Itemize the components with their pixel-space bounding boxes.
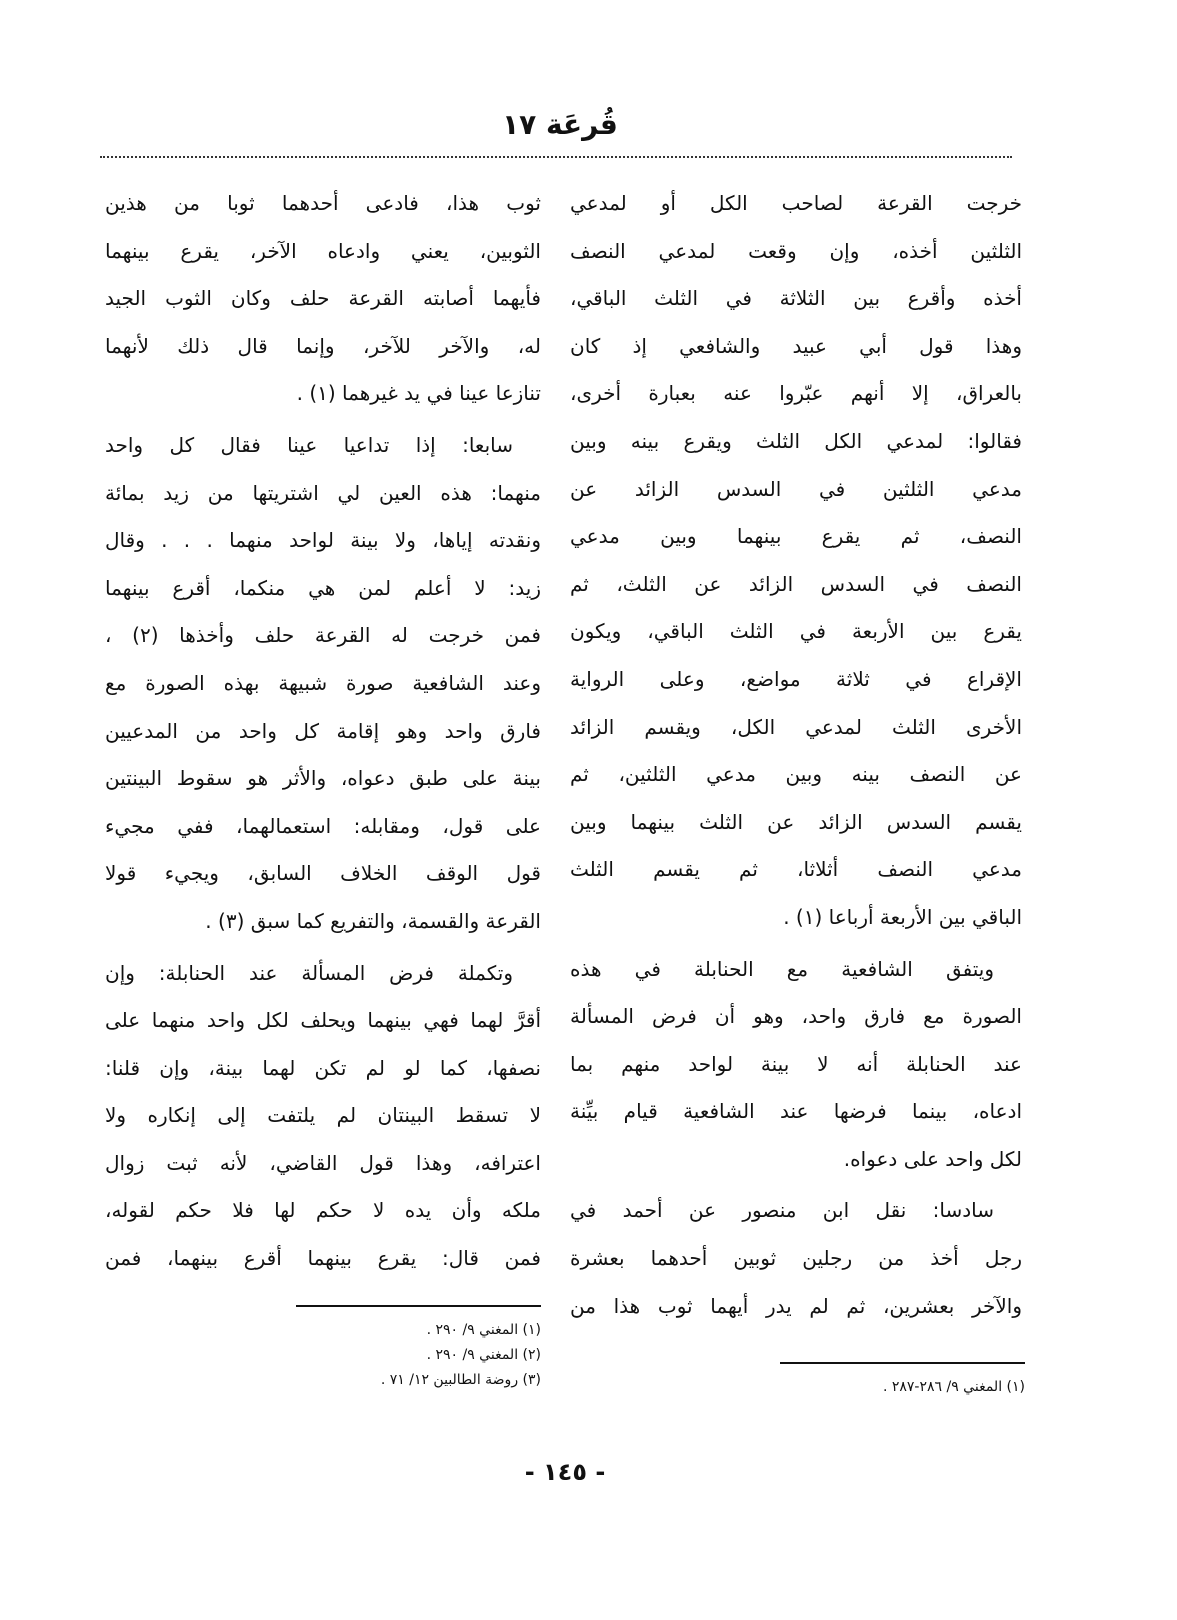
text-line: والآخر بعشرين، ثم لم يدر أيهما ثوب هذا من	[570, 1293, 1022, 1318]
left-text-column	[105, 180, 541, 1287]
text-line: ونقدته إياها، ولا بينة لواحد منهما . . . وقال	[105, 528, 541, 553]
text-line: بالعراق، إلا أنهم عبّروا عنه بعبارة أخرى،	[570, 381, 1022, 406]
footnotes-left	[296, 1318, 541, 1393]
text-line: يقسم السدس الزائد عن الثلث بينهما وبين	[570, 809, 1022, 834]
text-line: لا تسقط البينتان لم يلتفت إلى إنكاره ولا	[105, 1103, 541, 1128]
footnote: (١) المغني ٩/ ٢٩٠ .	[426, 1322, 541, 1338]
text-line: وتكملة فرض المسألة عند الحنابلة: وإن	[105, 960, 513, 985]
text-line: تنازعا عينا في يد غيرهما (١) .	[296, 381, 541, 406]
paragraph	[570, 1187, 1022, 1330]
text-line: لكل واحد على دعواه.	[843, 1146, 1022, 1171]
text-line: مدعي النصف أثلاثا، ثم يقسم الثلث	[570, 857, 1022, 882]
text-line: عند الحنابلة أنه لا بينة لواحد منهم بما	[570, 1051, 1022, 1076]
right-text-column	[570, 180, 1022, 1334]
text-line: فارق واحد وهو إقامة كل واحد من المدعيين	[105, 718, 541, 743]
footnote: (٣) روضة الطالبين ١٢/ ٧١ .	[380, 1372, 541, 1388]
text-line: فمن خرجت له القرعة حلف وأخذها (٢) ،	[105, 623, 541, 648]
footnote-divider-right	[780, 1362, 1025, 1364]
text-line: قول الوقف الخلاف السابق، ويجيء قولا	[105, 861, 541, 886]
text-line: ادعاه، بينما فرضها عند الشافعية قيام بيِّنة	[570, 1099, 1022, 1124]
text-line: النصف، ثم يقرع بينهما وبين مدعي	[570, 524, 1022, 549]
text-line: اعترافه، وهذا قول القاضي، لأنه ثبت زوال	[105, 1150, 541, 1175]
text-line: الباقي بين الأربعة أرباعا (١) .	[783, 904, 1022, 929]
paragraph	[105, 950, 541, 1283]
text-line: له، والآخر للآخر، وإنما قال ذلك لأنهما	[105, 333, 541, 358]
text-line: عن النصف بينه وبين مدعي الثلثين، ثم	[570, 762, 1022, 787]
text-line: نصفها، كما لو لم تكن لهما بينة، وإن قلنا:	[105, 1055, 541, 1080]
text-line: بينة على طبق دعواه، والأثر هو سقوط البينتين	[105, 766, 541, 791]
paragraph	[570, 946, 1022, 1184]
text-line: خرجت القرعة لصاحب الكل أو لمدعي	[570, 191, 1022, 215]
text-line: النصف في السدس الزائد عن الثلث، ثم	[570, 571, 1022, 596]
text-line: يقرع بين الأربعة في الثلث الباقي، ويكون	[570, 619, 1022, 644]
running-header: قُرعَة ١٧	[502, 108, 618, 141]
paragraph	[570, 180, 1022, 942]
footnote: (٢) المغني ٩/ ٢٩٠ .	[426, 1347, 541, 1363]
text-line: ثوب هذا، فادعى أحدهما ثوبا من هذين	[105, 191, 541, 215]
text-line: الثوبين، يعني وادعاه الآخر، يقرع بينهما	[105, 238, 541, 263]
page-number: - ١٤٥ -	[524, 1458, 606, 1486]
text-line: وعند الشافعية صورة شبيهة بهذه الصورة مع	[105, 670, 541, 695]
text-line: الإقراع في ثلاثة مواضع، وعلى الرواية	[570, 666, 1022, 691]
text-line: سابعا: إذا تداعيا عينا فقال كل واحد	[105, 432, 513, 457]
paragraph	[105, 180, 541, 418]
text-line: فأيهما أصابته القرعة حلف وكان الثوب الجيد	[105, 286, 541, 311]
text-line: مدعي الثلثين في السدس الزائد عن	[570, 476, 1022, 501]
text-line: الثلثين أخذه، وإن وقعت لمدعي النصف	[570, 238, 1022, 263]
footnotes-right	[700, 1375, 1025, 1400]
text-line: الصورة مع فارق واحد، وهو أن فرض المسألة	[570, 1004, 1022, 1029]
footnote: (١) المغني ٩/ ٢٨٦-٢٨٧ .	[882, 1379, 1025, 1395]
paragraph	[105, 422, 541, 946]
text-line: زيد: لا أعلم لمن هي منكما، أقرع بينهما	[105, 575, 541, 600]
text-line: وهذا قول أبي عبيد والشافعي إذ كان	[570, 333, 1022, 358]
text-line: على قول، ومقابله: استعمالهما، ففي مجيء	[105, 813, 541, 838]
text-line: الأخرى الثلث لمدعي الكل، ويقسم الزائد	[570, 714, 1022, 739]
text-line: سادسا: نقل ابن منصور عن أحمد في	[570, 1198, 994, 1223]
text-line: ملكه وأن يده لا حكم لها فلا حكم لقوله،	[105, 1198, 541, 1223]
text-line: أقرَّ لهما فهي بينهما ويحلف لكل واحد منهما على	[105, 1008, 541, 1033]
text-line: رجل أخذ من رجلين ثوبين أحدهما بعشرة	[570, 1246, 1022, 1271]
text-line: فقالوا: لمدعي الكل الثلث ويقرع بينه وبين	[570, 428, 1022, 453]
text-line: أخذه وأقرع بين الثلاثة في الثلث الباقي،	[570, 286, 1022, 311]
text-line: ويتفق الشافعية مع الحنابلة في هذه	[570, 956, 994, 981]
text-line: منهما: هذه العين لي اشتريتها من زيد بمائة	[105, 480, 541, 505]
text-line: فمن قال: يقرع بينهما أقرع بينهما، فمن	[105, 1246, 541, 1271]
header-dotted-divider	[100, 156, 1012, 158]
footnote-divider-left	[296, 1305, 541, 1307]
text-line: القرعة والقسمة، والتفريع كما سبق (٣) .	[205, 908, 541, 933]
